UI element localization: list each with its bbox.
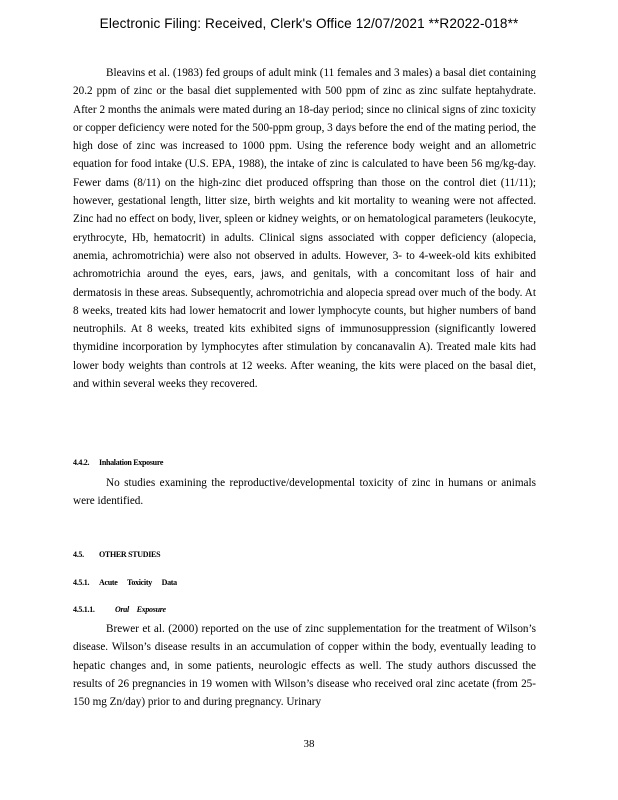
section-title: Oral Exposure: [115, 605, 166, 614]
section-number: 4.4.2.: [73, 458, 90, 467]
section-number: 4.5.1.: [73, 578, 90, 587]
section-title: OTHER STUDIES: [99, 550, 161, 559]
section-heading-4-5-1: [73, 578, 177, 587]
section-heading-4-4-2: [73, 458, 163, 467]
paragraph-bleavins-mink-study: Bleavins et al. (1983) fed groups of adult mink (11 females and 3 males) a basal diet containing 20.2 ppm of zinc or the basal diet supplemented with 500 ppm of zinc as zinc sulfate heptahydrate. After 2 months the animals were mated during an 18-day period; since no clinical signs of zinc toxicity or copper deficiency were noted for the 500-ppm group, 3 days before the end of the mating period, the high dose of zinc was increased to 1000 ppm. Using the reference body weight and an allometric equation for food intake (U.S. EPA, 1988), the intake of zinc is calculated to have been 56 mg/kg-day. Fewer dams (8/11) on the high-zinc diet produced offspring than those on the control diet (11/11); however, gestational length, litter size, birth weights and kit mortality to weaning were not affected. Zinc had no effect on body, liver, spleen or kidney weights, or on hematological parameters (leukocyte, erythrocyte, Hb, hematocrit) in adults. Clinical signs associated with copper deficiency (alopecia, anemia, achromotrichia) were also not observed in adults. However, 3- to 4-week-old kits exhibited achromotrichia around the eyes, ears, jaws, and genitals, with a concomitant loss of hair and dermatosis in these areas. Subsequently, achromotrichia and alopecia spread over much of the body. At 8 weeks, treated kits had lower hematocrit and lower lymphocyte counts, but higher numbers of band neutrophils. At 8 weeks, treated kits exhibited signs of immunosuppression (significantly lowered thymidine incorporation by lymphocytes after stimulation by concanavalin A). Treated male kits had lower body weights than controls at 12 weeks. After weaning, the kits were placed on the basal diet, and within several weeks they recovered.: [73, 67, 536, 391]
section-heading-4-5: [73, 550, 160, 559]
section-number: 4.5.: [73, 550, 84, 559]
paragraph-brewer-wilsons-disease: Brewer et al. (2000) reported on the use of zinc supplementation for the treatment of Wilson’s disease. Wilson’s disease results in an accumulation of copper within the body, eventually leading to hepatic changes and, in some patients, neurologic effects as well. The study authors discussed the results of 26 pregnancies in 19 women with Wilson’s disease who received oral zinc acetate (from 25-150 mg Zn/day) prior to and during pregnancy. Urinary: [73, 623, 536, 709]
paragraph-inhalation-no-studies: No studies examining the reproductive/developmental toxicity of zinc in humans or animals were identified.: [73, 477, 536, 508]
section-number: 4.5.1.1.: [73, 605, 95, 614]
page-number: 38: [303, 738, 315, 750]
filing-header: Electronic Filing: Received, Clerk's Office 12/07/2021 **R2022-018**: [99, 16, 519, 31]
section-heading-4-5-1-1: [73, 605, 166, 614]
section-title: Inhalation Exposure: [99, 458, 164, 467]
section-title: Acute Toxicity Data: [99, 578, 177, 587]
